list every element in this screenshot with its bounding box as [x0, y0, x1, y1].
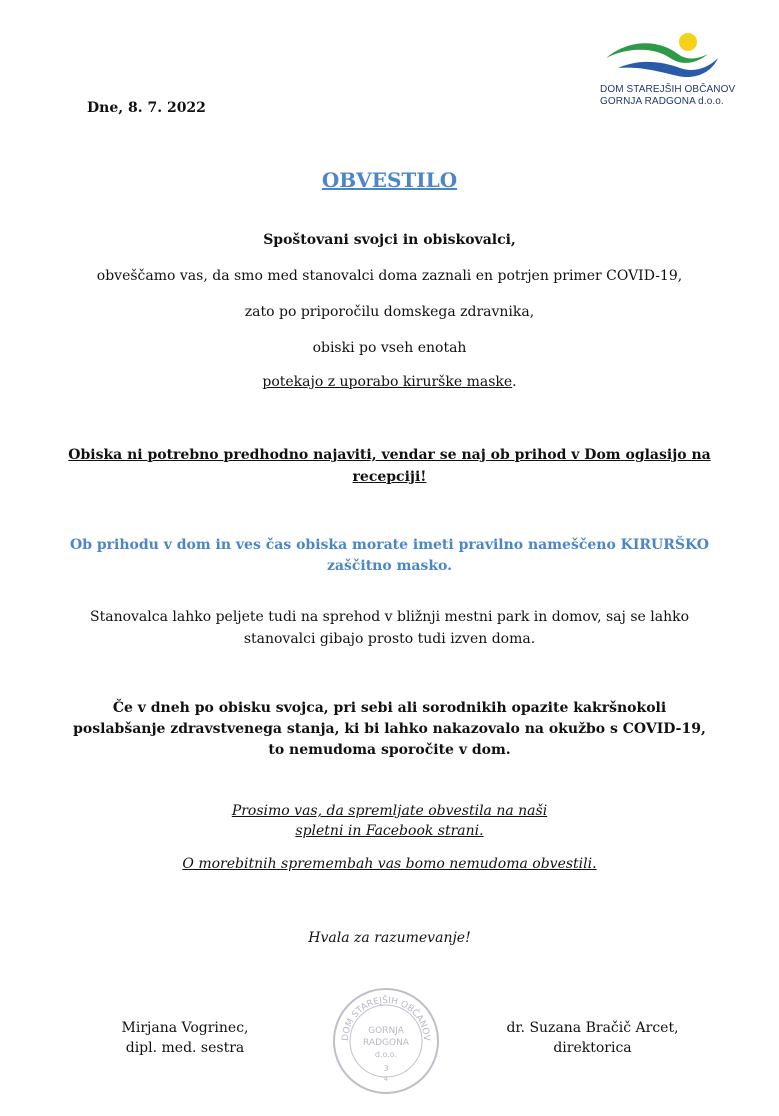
mask-line [0, 374, 779, 390]
greeting-text: Spoštovani svojci in obiskovalci, [263, 232, 516, 248]
symptoms-line-3: to nemudoma sporočite v dom. [268, 742, 511, 758]
stamp-line-2: RADGONA [363, 1038, 409, 1048]
mask-line-text: potekajo z uporabo kirurške maske [262, 374, 513, 390]
symptoms-line-2: poslabšanje zdravstvenega stanja, ki bi lahko nakazovalo na okužbo s COVID-19, [73, 721, 706, 737]
stamp-ring-text: DOM STAREJŠIH OBČANOV [340, 995, 432, 1042]
no-announce-line-1: Obiska ni potrebno predhodno najaviti, vendar se naj ob prihod v Dom oglasijo na [68, 447, 711, 463]
stamp-num-2: 4 [383, 1075, 389, 1083]
signature-right-name: dr. Suzana Bračič Arcet, [506, 1020, 679, 1036]
walk-line-1: Stanovalca lahko peljete tudi na sprehod v bližnji mestni park in domov, saj se lahko [90, 609, 689, 625]
thanks-text: Hvala za razumevanje! [308, 930, 471, 946]
follow-line-1: Prosimo vas, da spremljate obvestila na naši [231, 803, 548, 819]
logo-line-2: GORNJA RADGONA d.o.o. [600, 96, 724, 107]
document-title: OBVESTILO [321, 168, 458, 192]
intro-text-1: obveščamo vas, da smo med stanovalci doma zaznali en potrjen primer COVID-19, [96, 268, 683, 284]
signature-right-title: direktorica [553, 1040, 632, 1056]
walk-info [0, 606, 779, 650]
mask-requirement-line-2: zaščitno masko. [326, 558, 453, 574]
stamp-line-1: GORNJA [368, 1026, 404, 1036]
stamp-graphic [330, 985, 442, 1097]
logo-graphic [600, 28, 725, 80]
logo-line-1: DOM STAREJŠIH OBČANOV [600, 84, 736, 95]
intro-line-2 [0, 304, 779, 320]
signature-right [500, 1018, 685, 1058]
intro-text-2: zato po priporočilu domskega zdravnika, [244, 304, 535, 320]
official-stamp [330, 985, 442, 1097]
no-announce-line-2: recepciji! [352, 469, 427, 485]
no-announce-notice [0, 444, 779, 488]
mask-line-end: . [512, 374, 517, 390]
company-logo [600, 28, 740, 108]
stamp-num-1: 3 [383, 1064, 389, 1073]
signature-left-title: dipl. med. sestra [125, 1040, 245, 1056]
intro-line-3 [0, 340, 779, 356]
mask-requirement-line-1: Ob prihodu v dom in ves čas obiska morate imeti pravilno nameščeno KIRURŠKO [70, 537, 709, 553]
mask-requirement [0, 535, 779, 577]
changes-notice: O morebitnih spremembah vas bomo nemudoma obvestili. [182, 856, 597, 872]
intro-text-3: obiski po vseh enotah [312, 340, 467, 356]
greeting [0, 232, 779, 248]
stamp-line-3: d.o.o. [374, 1050, 398, 1059]
signature-left [110, 1018, 260, 1058]
symptoms-line-1: Če v dneh po obisku svojca, pri sebi ali sorodnikih opazite kakršnokoli [112, 700, 667, 716]
signature-left-name: Mirjana Vogrinec, [121, 1020, 249, 1036]
walk-line-2: stanovalci gibajo prosto tudi izven doma. [243, 631, 536, 647]
symptoms-notice [0, 698, 779, 761]
intro-line-1 [0, 268, 779, 284]
follow-notice [0, 801, 779, 841]
document-date: Dne, 8. 7. 2022 [87, 100, 206, 116]
follow-line-2: spletni in Facebook strani. [295, 823, 484, 839]
